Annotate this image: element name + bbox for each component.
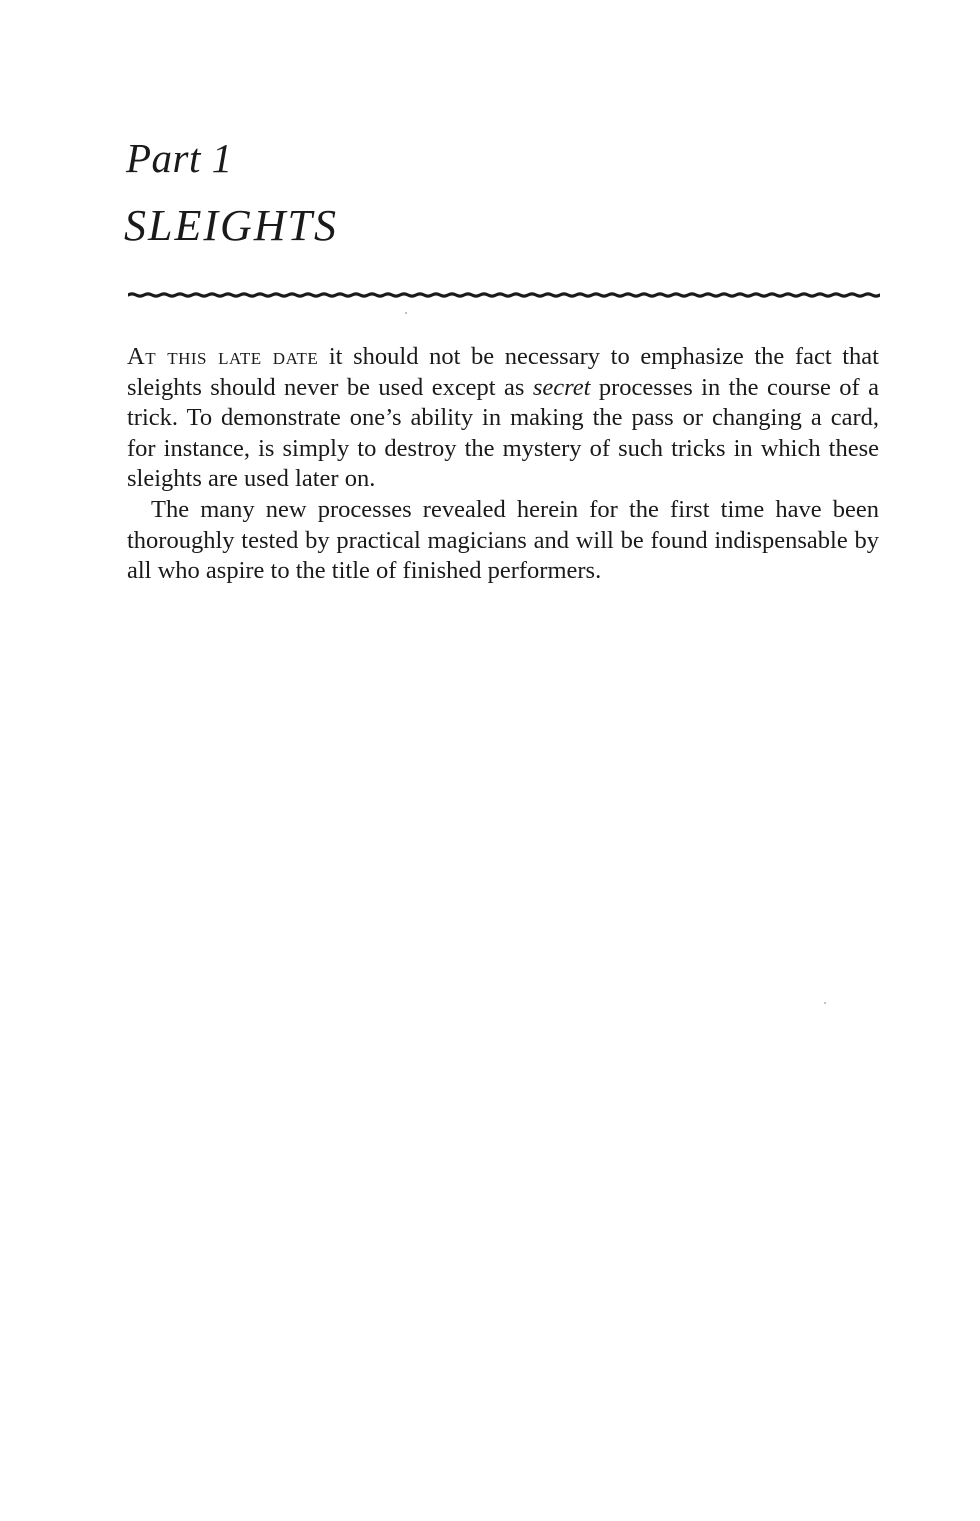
part-label: Part 1 (126, 135, 233, 181)
paragraph-1-text-b: processes in the course of a trick. To demonstrate one’s ability in making the pass or changing a card, for instance, is simply to destroy the mystery of such tricks in which these sleights are used later on. (127, 373, 880, 493)
part-title: SLEIGHTS (124, 201, 339, 250)
emphasized-word: secret (532, 373, 591, 401)
body-text (127, 342, 879, 587)
paragraph-1-text-a: it should not be necessary to emphasize the fact that sleights should never be used except as (127, 343, 879, 401)
paragraph-2: The many new processes revealed herein for the first time have been thoroughly tested by practical magicians and will be found indispensable by all who aspire to the title of finished performers. (127, 495, 879, 585)
scan-speck (405, 312, 407, 314)
paragraph-1 (127, 342, 879, 495)
scan-speck (824, 1002, 826, 1004)
wavy-rule-divider (128, 288, 880, 302)
lead-in-smallcaps: At this late date (127, 343, 319, 370)
